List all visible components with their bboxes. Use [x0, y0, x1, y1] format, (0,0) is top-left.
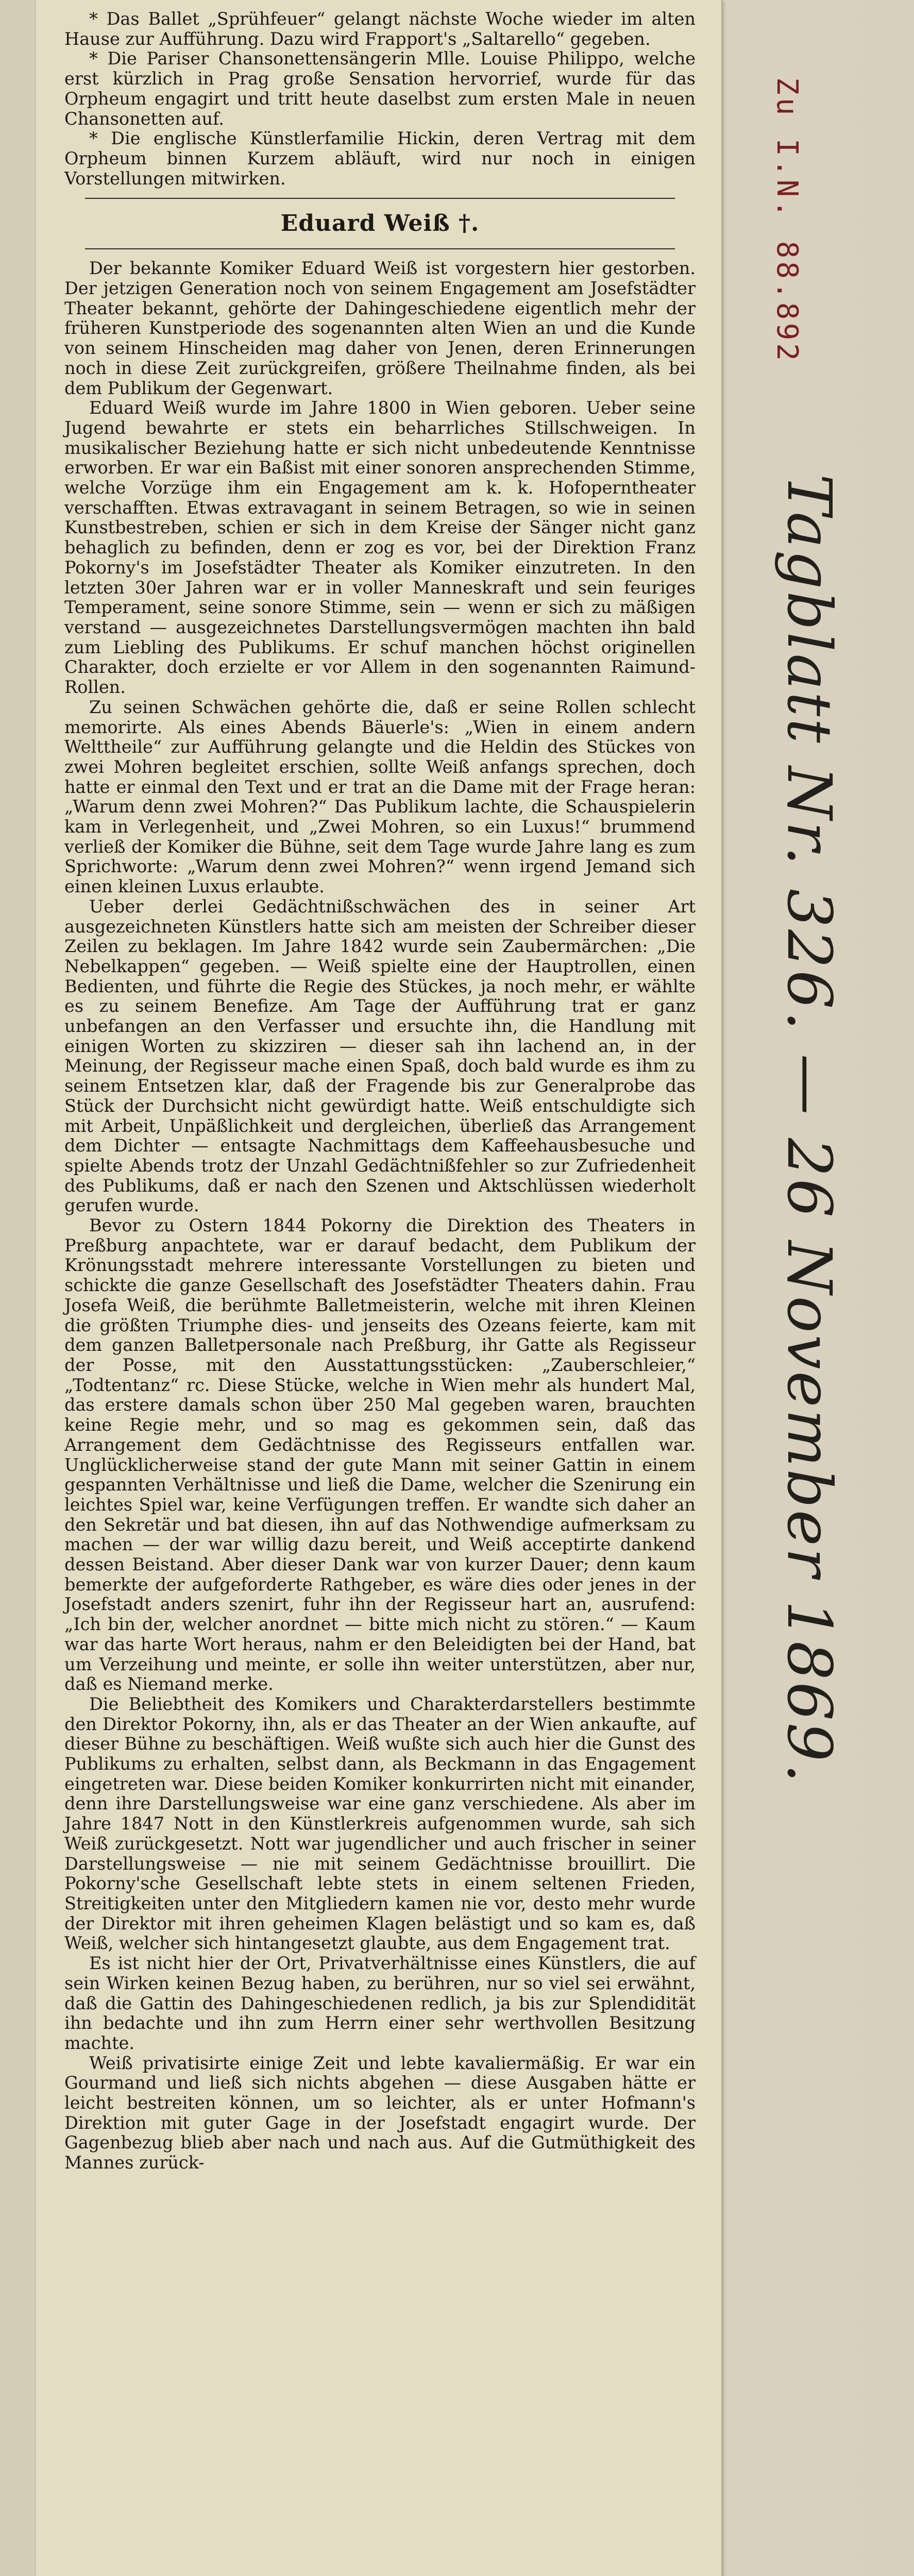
- body-paragraph: Eduard Weiß wurde im Jahre 1800 in Wien geboren. Ueber seine Jugend bewahrte er stets ein beharrliches Stillschweigen. In musikalischer Beziehung hatte er sich nicht unbedeutende Kenntnisse erworben. Er war ein Baßist mit einer sonoren ansprechenden Stimme, welche Vorzüge ihm ein Engagement am k. k. Hofoperntheater verschafften. Etwas extravagant in seinem Betragen, so wie in seinen Kunstbestreben, schien er sich in dem Kreise der Sänger nicht ganz behaglich zu befinden, denn er zog es vor, bei der Direktion Franz Pokorny's im Josefstädter Theater als Komiker einzutreten. In den letzten 30er Jahren war er in voller Manneskraft und sein feuriges Temperament, seine sonore Stimme, sein — wenn er sich zu mäßigen verstand — ausgezeichnetes Darstellungsvermögen machten ihn bald zum Liebling des Publikums. Er schuf manchen höchst originellen Charakter, doch erzielte er vor Allem in den sogenannten Raimund-Rollen.: [64, 398, 696, 698]
- body-paragraph: Zu seinen Schwächen gehörte die, daß er seine Rollen schlecht memorirte. Als eines Abends Bäuerle's: „Wien in einem andern Welttheile“ zur Aufführung gelangte und die Heldin des Stückes von zwei Mohren begleitet erschien, sollte Weiß anfangs sprechen, doch hatte er einmal den Text und er trat an die Dame mit der Frage heran: „Warum denn zwei Mohren?“ Das Publikum lachte, die Schauspielerin kam in Verlegenheit, und „Zwei Mohren, so ein Luxus!“ brummend verließ der Komiker die Bühne, seit dem Tage wurde Jahre lang es zum Sprichworte: „Warum denn zwei Mohren?“ wenn irgend Jemand sich einen kleinen Luxus erlaubte.: [64, 697, 696, 897]
- article-column: [64, 9, 696, 2173]
- body-paragraph: Der bekannte Komiker Eduard Weiß ist vorgestern hier gestorben. Der jetzigen Generation noch von seinem Engagement am Josefstädter Theater bekannt, gehörte der Dahingeschiedene eigentlich mehr der früheren Kunstperiode des sogenannten alten Wien an und die Kunde von seinem Hinscheiden mag daher von Jenen, deren Erinnerungen noch in diese Zeit zurückgreifen, größere Theilnahme finden, als bei dem Publikum der Gegenwart.: [64, 258, 696, 398]
- body-paragraph: Bevor zu Ostern 1844 Pokorny die Direktion des Theaters in Preßburg anpachtete, war er darauf bedacht, dem Publikum der Krönungsstadt mehrere interessante Vorstellungen zu bieten und schickte die ganze Gesellschaft des Josefstädter Theaters dahin. Frau Josefa Weiß, die berühmte Balletmeisterin, welche mit ihren Kleinen die größten Triumphe dies- und jenseits des Ozeans feierte, kam mit dem ganzen Balletpersonale nach Preßburg, ihr Gatte als Regisseur der Posse, mit den Ausstattungsstücken: „Zauberschleier,“ „Todtentanz“ rc. Diese Stücke, welche in Wien mehr als hundert Mal, das erstere damals schon über 250 Mal gegeben waren, brauchten keine Regie mehr, und so mag es gekommen sein, daß das Arrangement dem Gedächtnisse des Regisseurs entfallen war. Unglücklicherweise stand der gute Mann mit seiner Gattin in einem gespannten Verhältnisse und ließ die Dame, welcher die Szenirung ein leichtes Spiel war, keine Verfügungen treffen. Er wandte sich daher an den Sekretär und bat diesen, ihn auf das Nothwendige aufmerksam zu machen — der war willig dazu bereit, und Weiß acceptirte dankend dessen Beistand. Aber dieser Dank war von kurzer Dauer; denn kaum bemerkte der aufgeforderte Rathgeber, es wäre dies oder jenes in der Josefstadt anders szenirt, fuhr ihn der Regisseur hart an, ausrufend: „Ich bin der, welcher anordnet — bitte mich nicht zu stören.“ — Kaum war das harte Wort heraus, nahm er den Beleidigten bei der Hand, bat um Verzeihung und meinte, er solle ihn weiter unterstützen, aber nur, daß es Niemand merke.: [64, 1215, 696, 1694]
- source-handwritten-note: Tagblatt Nr. 326. — 26 November 1869.: [774, 474, 845, 1785]
- body-paragraph: Weiß privatisirte einige Zeit und lebte kavaliermäßig. Er war ein Gourmand und ließ sich nichts abgehen — diese Ausgaben hätte er leicht bestreiten können, um so leichter, als er unter Hofmann's Direktion mit guter Gage in der Josefstadt engagirt wurde. Der Gagenbezug blieb aber nach und nach aus. Auf die Gutmüthigkeit des Mannes zurück-: [64, 2053, 696, 2173]
- body-paragraph: Die Beliebtheit des Komikers und Charakterdarstellers bestimmte den Direktor Pokorny, ihn, als er das Theater an der Wien ankaufte, auf dieser Bühne zu beschäftigen. Weiß wußte sich auch hier die Gunst des Publikums zu erhalten, selbst dann, als Beckmann in das Engagement eingetreten war. Diese beiden Komiker konkurrirten nicht mit einander, denn ihre Darstellungsweise war eine ganz verschiedene. Als aber im Jahre 1847 Nott in den Künstlerkreis aufgenommen wurde, sah sich Weiß zurückgesetzt. Nott war jugendlicher und auch frischer in seiner Darstellungsweise — nie mit seinem Gedächtnisse brouillirt. Die Pokorny'sche Gesellschaft lebte stets in einem seltenen Frieden, Streitigkeiten unter den Mitgliedern kamen nie vor, desto mehr wurde der Direktor mit ihren geheimen Klagen belästigt und so kam es, daß Weiß, welcher sich hintangesetzt glaubte, aus dem Engagement trat.: [64, 1693, 696, 1954]
- body-paragraph: Ueber derlei Gedächtnißschwächen des in seiner Art ausgezeichneten Künstlers hatte sich am meisten der Schreiber dieser Zeilen zu beklagen. Im Jahre 1842 wurde sein Zaubermärchen: „Die Nebelkappen“ gegeben. — Weiß spielte eine der Hauptrollen, einen Bedienten, und führte die Regie des Stückes, ja noch mehr, er wählte es zu seinem Benefize. Am Tage der Aufführung trat er ganz unbefangen an den Verfasser und ersuchte ihn, die Handlung mit einigen Worten zu skizziren — dieser sah ihn lachend an, in der Meinung, der Regisseur mache einen Spaß, doch bald wurde es ihm zu seinem Entsetzen klar, daß der Fragende bis zur Generalprobe das Stück der Durchsicht nicht gewürdigt hatte. Weiß entschuldigte sich mit Arbeit, Unpäßlichkeit und dergleichen, überließ das Arrangement dem Dichter — entsagte Nachmittags dem Kaffeehausbesuche und spielte Abends trotz der Unzahl Gedächtnißfehler so zur Zufriedenheit des Publikums, daß er nach den Szenen und Aktschlüssen wiederholt gerufen wurde.: [64, 896, 696, 1216]
- article-heading: Eduard Weiß †.: [280, 210, 480, 237]
- intro-paragraph-ballet: * Das Ballet „Sprühfeuer“ gelangt nächste Woche wieder im alten Hause zur Aufführung. Dazu wird Frapport's „Saltarello“ gegeben.: [64, 9, 696, 49]
- divider-rule: [85, 248, 675, 249]
- intro-paragraph-hickin: * Die englische Künstlerfamilie Hickin, deren Vertrag mit dem Orpheum binnen Kurzem abläuft, wird nur noch in einigen Vorstellungen mitwirken.: [64, 128, 696, 189]
- body-paragraph: Es ist nicht hier der Ort, Privatverhältnisse eines Künstlers, die auf sein Wirken keinen Bezug haben, zu berühren, nur so viel sei erwähnt, daß die Gattin des Dahingeschiedenen redlich, ja bis zur Splendidität ihn bedachte und ihn zum Herrn einer sehr werthvollen Besitzung machte.: [64, 1953, 696, 2053]
- divider-rule: [85, 198, 675, 199]
- intro-paragraph-philippo: * Die Pariser Chansonettensängerin Mlle. Louise Philippo, welche erst kürzlich in Prag große Sensation hervorrief, wurde für das Orpheum engagirt und tritt heute daselbst zum ersten Male in neuen Chansonetten auf.: [64, 48, 696, 129]
- newspaper-clipping: [36, 0, 722, 2576]
- archive-number-note: Zu I.N. 88.892: [770, 77, 804, 364]
